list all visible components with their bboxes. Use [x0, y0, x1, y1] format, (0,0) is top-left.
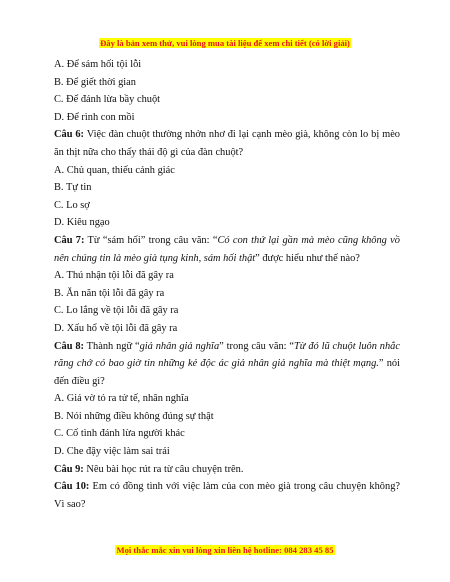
q8-label: Câu 8:: [54, 340, 84, 352]
q5-option-a: A. Để sám hối tội lỗi: [54, 59, 142, 70]
q7-label: Câu 7:: [54, 234, 85, 246]
q7-option-a: A. Thú nhận tội lỗi đã gây ra: [54, 270, 174, 282]
q5-option-d: D. Để rình con mồi: [54, 111, 135, 123]
q6-option-c: C. Lo sợ: [54, 199, 90, 211]
q8-text-mid: ” trong câu văn: “: [219, 340, 295, 352]
q8-idiom: giả nhân giả nghĩa: [139, 340, 220, 352]
q8-text-before: Thành ngữ “: [84, 340, 140, 352]
q7-text-after: ” được hiểu như thế nào?: [255, 252, 360, 264]
q6-text: Việc đàn chuột thường nhởn nhơ đi lại cạnh mèo già, không còn lo bị mèo ăn thịt nữa cho thấy thái độ gì của đàn chuột?: [54, 129, 401, 158]
q7-text-before: Từ “sám hối” trong câu văn: “: [84, 234, 218, 246]
question-10: [54, 478, 400, 513]
q6-option-d: D. Kiêu ngạo: [54, 217, 110, 229]
q6-label: Câu 6:: [54, 129, 85, 141]
q8-option-a: A. Giả vờ tỏ ra tử tế, nhân nghĩa: [54, 393, 189, 405]
q5-option-b: B. Để giết thời gian: [54, 76, 136, 88]
q8-text-after: ” nói đến điều gì?: [54, 358, 400, 387]
question-7: [54, 232, 400, 267]
q9-text: Nêu bài học rút ra từ câu chuyện trên.: [83, 463, 244, 475]
q7-option-d: D. Xấu hổ về tội lỗi đã gây ra: [54, 322, 178, 334]
q6-option-a: A. Chủ quan, thiếu cảnh giác: [54, 164, 175, 176]
q9-label: Câu 9:: [54, 463, 84, 475]
q7-option-b: B. Ăn năn tội lỗi đã gây ra: [54, 287, 165, 299]
preview-notice-text: Đây là bản xem thử, vui lòng mua tài liệu để xem chi tiết (có lời giải): [100, 38, 350, 48]
hotline-banner: [0, 545, 450, 556]
q7-quote: Có con thứ lại gần mà mèo cũng không vồ nên chúng tin là mèo già tụng kinh, sám hối thật: [54, 234, 400, 264]
question-8: [54, 338, 400, 391]
q8-quote: Từ đó lũ chuột luôn nhắc răng chớ có bao giờ tin những kẻ độc ác giả nhân giả nghĩa mà thiệt mạng.: [54, 340, 400, 370]
question-9: [54, 461, 400, 479]
q6-option-b: B. Tự tin: [54, 182, 92, 194]
document-body: [54, 56, 400, 513]
q5-option-c: C. Để đánh lừa bầy chuột: [54, 94, 161, 106]
q10-text: Em có đồng tình với việc làm của con mèo già trong câu chuyện không? Vì sao?: [54, 481, 400, 510]
q8-option-d: D. Che đậy việc làm sai trái: [54, 446, 170, 458]
q7-option-c: C. Lo lắng về tội lỗi đã gây ra: [54, 305, 179, 317]
preview-notice-banner: [0, 38, 450, 49]
q10-label: Câu 10:: [54, 481, 90, 493]
q8-option-c: C. Cố tình đánh lừa người khác: [54, 428, 185, 440]
hotline-text: Mọi thắc mắc xin vui lòng xin liên hệ hotline: 084 283 45 85: [116, 545, 334, 555]
q8-option-b: B. Nói những điều không đúng sự thật: [54, 410, 214, 422]
question-6: [54, 126, 400, 161]
